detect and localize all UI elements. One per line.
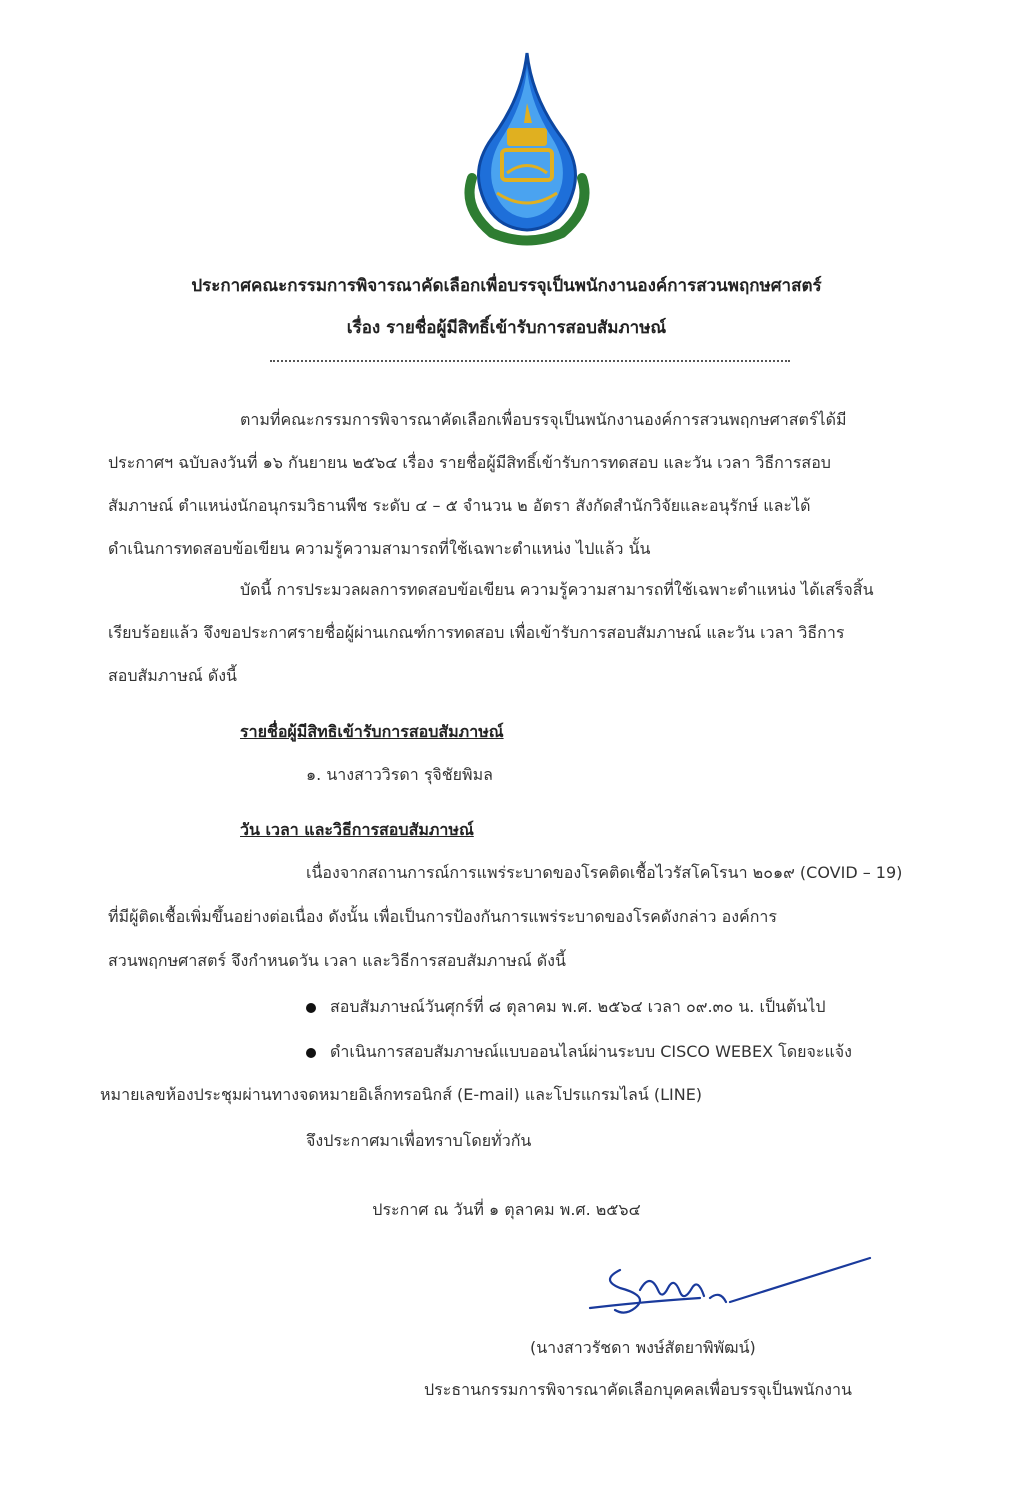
bullet-dot-icon xyxy=(306,1003,316,1013)
announcement-title: ประกาศคณะกรรมการพิจารณาคัดเลือกเพื่อบรรจุเป็นพนักงานองค์การสวนพฤกษศาสตร์ xyxy=(191,276,822,296)
paragraph-1-line-3: สัมภาษณ์ ตำแหน่งนักอนุกรมวิธานพืช ระดับ ๔ – ๕ จำนวน ๒ อัตรา สังกัดสำนักวิจัยและอนุรักษ์ และได้ xyxy=(108,496,811,515)
schedule-bullet-2 xyxy=(306,1040,852,1065)
paragraph-2-line-1: บัดนี้ การประมวลผลการทดสอบข้อเขียน ความรู้ความสามารถที่ใช้เฉพาะตำแหน่ง ได้เสร็จสิ้น xyxy=(240,580,874,599)
signer-name: (นางสาวรัชดา พงษ์สัตยาพิพัฒน์) xyxy=(530,1338,756,1357)
announcement-subject: เรื่อง รายชื่อผู้มีสิทธิ์เข้ารับการสอบสัมภาษณ์ xyxy=(346,318,667,338)
schedule-bullet-1-text: สอบสัมภาษณ์วันศุกร์ที่ ๘ ตุลาคม พ.ศ. ๒๕๖๔ เวลา ๐๙.๓๐ น. เป็นต้นไป xyxy=(330,997,826,1016)
paragraph-2-line-2: เรียบร้อยแล้ว จึงขอประกาศรายชื่อผู้ผ่านเกณฑ์การทดสอบ เพื่อเข้ารับการสอบสัมภาษณ์ และวัน เวลา วิธีการ xyxy=(108,623,845,642)
paragraph-2-line-3: สอบสัมภาษณ์ ดังนี้ xyxy=(108,666,237,685)
paragraph-1-line-2: ประกาศฯ ฉบับลงวันที่ ๑๖ กันยายน ๒๕๖๔ เรื่อง รายชื่อผู้มีสิทธิ์เข้ารับการทดสอบ และวัน เวลา วิธีการสอบ xyxy=(108,453,831,472)
paragraph-1-line-1: ตามที่คณะกรรมการพิจารณาคัดเลือกเพื่อบรรจุเป็นพนักงานองค์การสวนพฤกษศาสตร์ได้มี xyxy=(240,410,847,429)
schedule-bullet-1 xyxy=(306,995,826,1020)
organization-logo xyxy=(452,48,602,248)
paragraph-3-line-3: สวนพฤกษศาสตร์ จึงกำหนดวัน เวลา และวิธีการสอบสัมภาษณ์ ดังนี้ xyxy=(108,951,566,970)
dotted-divider xyxy=(270,360,790,362)
closing-line: จึงประกาศมาเพื่อทราบโดยทั่วกัน xyxy=(306,1131,532,1150)
announcement-date: ประกาศ ณ วันที่ ๑ ตุลาคม พ.ศ. ๒๕๖๔ xyxy=(372,1200,641,1219)
paragraph-1-line-4: ดำเนินการทดสอบข้อเขียน ความรู้ความสามารถที่ใช้เฉพาะตำแหน่ง ไปแล้ว นั้น xyxy=(108,539,651,558)
schedule-heading: วัน เวลา และวิธีการสอบสัมภาษณ์ xyxy=(240,820,474,839)
paragraph-3-line-1: เนื่องจากสถานการณ์การแพร่ระบาดของโรคติดเชื้อไวรัสโคโรนา ๒๐๑๙ (COVID – 19) xyxy=(306,863,903,882)
candidate-item: ๑. นางสาววิรดา รุจิชัยพิมล xyxy=(306,765,493,784)
schedule-bullet-2-text: ดำเนินการสอบสัมภาษณ์แบบออนไลน์ผ่านระบบ CISCO WEBEX โดยจะแจ้ง xyxy=(330,1042,852,1061)
schedule-bullet-2-continuation: หมายเลขห้องประชุมผ่านทางจดหมายอิเล็กทรอนิกส์ (E-mail) และโปรแกรมไลน์ (LINE) xyxy=(100,1085,703,1104)
signer-position: ประธานกรรมการพิจารณาคัดเลือกบุคคลเพื่อบรรจุเป็นพนักงาน xyxy=(424,1380,852,1399)
paragraph-3-line-2: ที่มีผู้ติดเชื้อเพิ่มขึ้นอย่างต่อเนื่อง ดังนั้น เพื่อเป็นการป้องกันการแพร่ระบาดของโรคดังกล่าว องค์การ xyxy=(108,907,777,926)
bullet-dot-icon xyxy=(306,1048,316,1058)
candidates-heading: รายชื่อผู้มีสิทธิเข้ารับการสอบสัมภาษณ์ xyxy=(240,722,504,741)
signature-mark xyxy=(580,1250,880,1320)
